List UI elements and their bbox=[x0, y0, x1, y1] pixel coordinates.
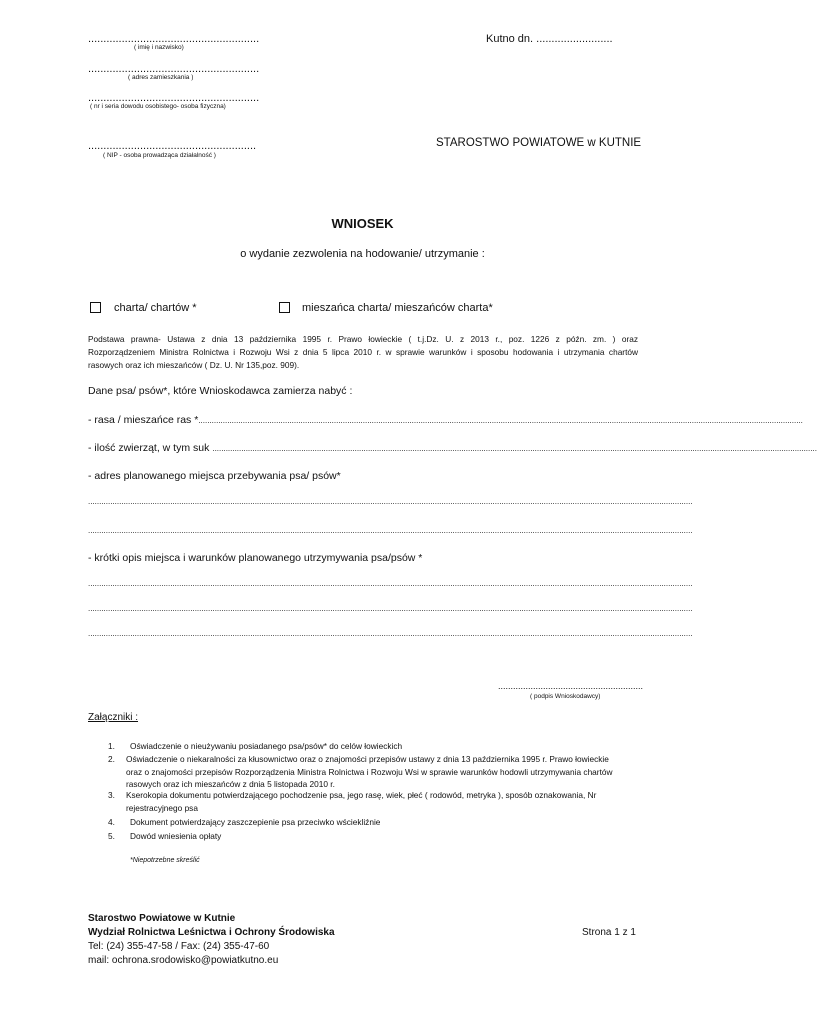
attachment-text: Kserokopia dokumentu potwierdzającego pochodzenie psa, jego rasę, wiek, płeć ( rodowód, metryka ), sposób oznakowania, Nr rejestracyjnego psa bbox=[126, 790, 597, 813]
description-line-3[interactable]: ................................................................................................................................................................................................................................................................................ bbox=[88, 629, 693, 638]
place-address-line-2[interactable]: ................................................................................................................................................................................................................................................................................ bbox=[88, 526, 693, 535]
legal-basis-line-1: Podstawa prawna- Ustawa z dnia 13 października 1995 r. Prawo łowieckie ( t.j.Dz. U. z 2013 r., poz. 1226 z późn. zm. ) oraz bbox=[88, 334, 638, 344]
attachment-text: Dowód wniesienia opłaty bbox=[130, 831, 222, 841]
place-address-label: - adres planowanego miejsca przebywania psa/ psów* bbox=[88, 470, 341, 482]
footer-org: Starostwo Powiatowe w Kutnie bbox=[88, 913, 236, 924]
breed-field[interactable] bbox=[88, 414, 803, 428]
option-mieszaniec-checkbox[interactable] bbox=[279, 302, 290, 313]
attachment-number: 4. bbox=[108, 817, 115, 827]
description-line-1[interactable]: ................................................................................................................................................................................................................................................................................ bbox=[88, 579, 693, 588]
address-field-dots: ........................................................ bbox=[88, 63, 260, 75]
place-date: Kutno dn. ......................... bbox=[486, 33, 613, 45]
nip-field-caption: ( NIP - osoba prowadząca działalność ) bbox=[103, 152, 216, 159]
attachment-number: 1. bbox=[108, 741, 115, 751]
signature-dots[interactable]: .......................................................... bbox=[498, 681, 644, 691]
description-line-2[interactable]: ................................................................................................................................................................................................................................................................................ bbox=[88, 604, 693, 613]
addressee: STAROSTWO POWIATOWE w KUTNIE bbox=[436, 137, 642, 149]
name-field-caption: ( imię i nazwisko) bbox=[134, 44, 184, 51]
breed-label: - rasa / mieszańce ras * bbox=[88, 414, 199, 426]
description-label: - krótki opis miejsca i warunków planowanego utrzymywania psa/psów * bbox=[88, 552, 423, 564]
attachment-number: 5. bbox=[108, 831, 115, 841]
address-field-caption: ( adres zamieszkania ) bbox=[128, 74, 194, 81]
legal-basis bbox=[88, 333, 638, 372]
option-mieszaniec-label: mieszańca charta/ mieszańców charta* bbox=[302, 302, 493, 314]
footer-mail: mail: ochrona.srodowisko@powiatkutno.eu bbox=[88, 955, 279, 966]
footnote: *Niepotrzebne skreślić bbox=[130, 857, 200, 864]
attachment-text: Oświadczenie o nieużywaniu posiadanego psa/psów* do celów łowieckich bbox=[130, 741, 403, 751]
page-number: Strona 1 z 1 bbox=[582, 927, 636, 938]
place-address-line-1[interactable]: ................................................................................................................................................................................................................................................................................ bbox=[88, 497, 693, 506]
nip-field-dots: ....................................................... bbox=[88, 140, 257, 152]
count-label: - ilość zwierząt, w tym suk bbox=[88, 442, 210, 454]
footer-phone: Tel: (24) 355-47-58 / Fax: (24) 355-47-60 bbox=[88, 941, 270, 952]
name-field-dots: ........................................................ bbox=[88, 33, 260, 45]
attachment-number: 2. bbox=[108, 754, 115, 764]
breed-dots: ................................................................................................................................................................................................................................................................................ bbox=[198, 416, 803, 425]
id-field-dots: ........................................................ bbox=[88, 92, 260, 104]
legal-basis-line-2: Rozporządzeniem Ministra Rolnictwa i Rozwoju Wsi z dnia 5 lipca 2010 r. w sprawie warunków i sposobu hodowania i utrzymania chartów bbox=[88, 347, 638, 357]
option-charta-label: charta/ chartów * bbox=[114, 302, 197, 314]
page-title: WNIOSEK bbox=[331, 216, 394, 231]
count-field[interactable] bbox=[88, 442, 817, 456]
attachment-text: Oświadczenie o niekaralności za kłusownictwo oraz o znajomości przepisów ustawy z dnia 13 października 1995 r. Prawo łowieckie oraz o znajomości przepisów Rozporządzenia Ministra Rolnictwa i Rozwoju Wsi w sprawie warunków hodowli utrzymywania chartów rasowych oraz ich mieszańców z dnia 5 listopada 2010 r. bbox=[126, 754, 613, 789]
page-subtitle: o wydanie zezwolenia na hodowanie/ utrzymanie : bbox=[240, 248, 485, 260]
legal-basis-line-3: rasowych oraz ich mieszańców ( Dz. U. Nr 135,poz. 909). bbox=[88, 360, 300, 370]
id-field-caption: ( nr i seria dowodu osobistego- osoba fizyczna) bbox=[90, 103, 226, 110]
attachment-text: Dokument potwierdzający zaszczepienie psa przeciwko wściekliźnie bbox=[130, 817, 381, 827]
signature-caption: ( podpis Wnioskodawcy) bbox=[530, 693, 601, 700]
option-charta-checkbox[interactable] bbox=[90, 302, 101, 313]
footer-department: Wydział Rolnictwa Leśnictwa i Ochrony Środowiska bbox=[88, 927, 335, 938]
count-dots: ................................................................................................................................................................................................................................................................................ bbox=[212, 444, 817, 453]
form-intro: Dane psa/ psów*, które Wnioskodawca zamierza nabyć : bbox=[88, 385, 353, 397]
attachments-heading: Załączniki : bbox=[88, 712, 139, 723]
attachment-number: 3. bbox=[108, 790, 115, 800]
